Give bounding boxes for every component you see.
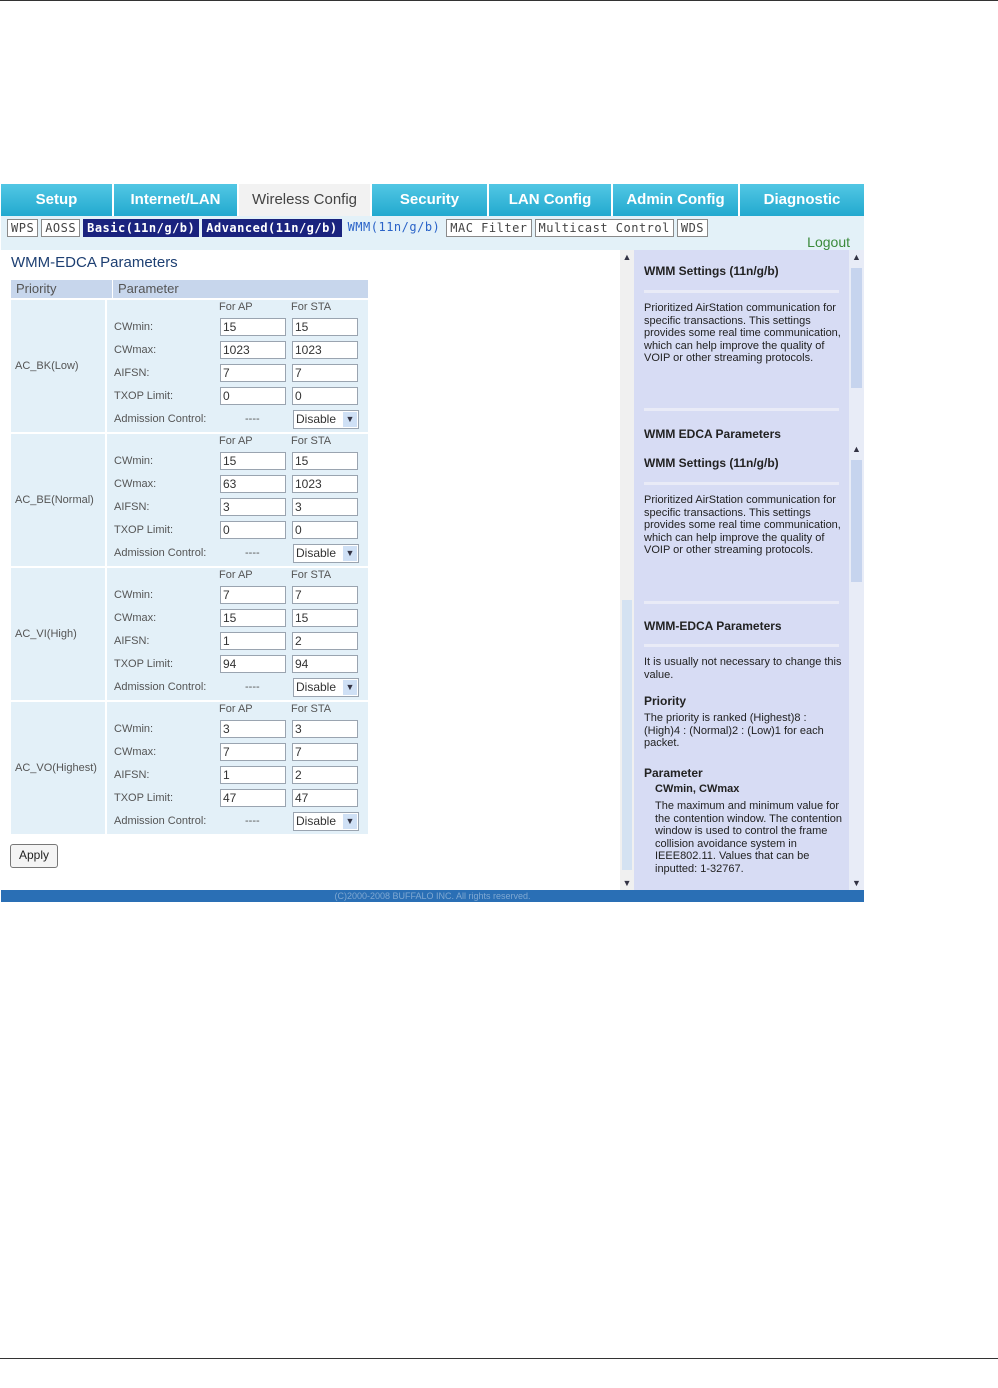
for-sta-label: For STA: [291, 435, 332, 447]
help-heading: WMM Settings (11n/g/b): [644, 264, 779, 278]
param-label: AIFSN:: [114, 367, 150, 379]
page-title: WMM-EDCA Parameters: [11, 254, 178, 271]
cwmin-sta-input[interactable]: 15: [292, 452, 358, 470]
tab-diagnostic[interactable]: Diagnostic: [740, 184, 864, 216]
help-text: Prioritized AirStation communication for specific transactions. This settings provides some real time communication, which can help improve the quality of VOIP or other streaming protocols.: [644, 494, 841, 556]
subtab-mac-filter[interactable]: MAC Filter: [446, 219, 531, 237]
help-divider: [644, 601, 839, 604]
cwmin-ap-input[interactable]: 15: [220, 318, 286, 336]
content-area: [1, 250, 617, 890]
table-header: [11, 280, 368, 298]
wmm-edca-table: [11, 280, 368, 834]
priority-group: [11, 702, 368, 834]
admission-ap-placeholder: ----: [245, 547, 260, 559]
help-text: The priority is ranked (Highest)8 : (High)4 : (Normal)2 : (Low)1 for each packet.: [644, 712, 824, 749]
aifsn-sta-input[interactable]: 2: [292, 632, 358, 650]
priority-name: AC_BK(Low): [11, 300, 107, 432]
admission-ap-placeholder: ----: [245, 681, 260, 693]
chevron-down-icon[interactable]: ▼: [343, 412, 357, 427]
param-label: CWmax:: [114, 612, 157, 624]
priority-name: AC_VO(Highest): [11, 702, 107, 834]
tab-setup[interactable]: Setup: [1, 184, 114, 216]
top-rule: [0, 0, 998, 1]
param-label: AIFSN:: [114, 635, 150, 647]
for-sta-label: For STA: [291, 703, 332, 715]
txop-ap-input[interactable]: 0: [220, 521, 286, 539]
param-label: CWmax:: [114, 344, 157, 356]
txop-ap-input[interactable]: 47: [220, 789, 286, 807]
tab-security[interactable]: Security: [372, 184, 489, 216]
help-text: It is usually not necessary to change this value.: [644, 656, 842, 681]
cwmax-sta-input[interactable]: 1023: [292, 341, 358, 359]
priority-name: AC_BE(Normal): [11, 434, 107, 566]
help-heading: Parameter: [644, 766, 703, 780]
admission-control-value: Disable: [296, 546, 337, 560]
admission-control-value: Disable: [296, 412, 337, 426]
param-label: CWmin:: [114, 589, 154, 601]
subtab-advanced[interactable]: Advanced(11n/g/b): [202, 219, 341, 237]
cwmax-sta-input[interactable]: 7: [292, 743, 358, 761]
help-text: Prioritized AirStation communication for specific transactions. This settings provides some real time communication, which can help improve the quality of VOIP or other streaming protocols.: [644, 302, 841, 364]
subtab-wps[interactable]: WPS: [7, 219, 38, 237]
admission-ap-placeholder: ----: [245, 815, 260, 827]
help-subheading: CWmin, CWmax: [655, 783, 740, 795]
aifsn-sta-input[interactable]: 3: [292, 498, 358, 516]
cwmax-ap-input[interactable]: 1023: [220, 341, 286, 359]
apply-button[interactable]: Apply: [10, 844, 58, 868]
aifsn-sta-input[interactable]: 7: [292, 364, 358, 382]
priority-group: [11, 568, 368, 700]
help-scrollbar[interactable]: [849, 250, 864, 890]
subtab-basic[interactable]: Basic(11n/g/b): [83, 219, 199, 237]
help-heading: WMM-EDCA Parameters: [644, 619, 782, 633]
param-label: TXOP Limit:: [114, 524, 174, 536]
param-label: Admission Control:: [114, 547, 207, 559]
help-heading: Priority: [644, 694, 687, 708]
priority-group: [11, 300, 368, 432]
param-label: Admission Control:: [114, 681, 207, 693]
priority-name: AC_VI(High): [11, 568, 107, 700]
tab-admin-config[interactable]: Admin Config: [613, 184, 740, 216]
aifsn-ap-input[interactable]: 7: [220, 364, 286, 382]
cwmax-ap-input[interactable]: 7: [220, 743, 286, 761]
scroll-up-icon[interactable]: ▲: [852, 444, 861, 454]
tab-internet-lan[interactable]: Internet/LAN: [114, 184, 239, 216]
admission-control-select[interactable]: [293, 410, 359, 429]
param-label: CWmin:: [114, 723, 154, 735]
for-ap-label: For AP: [219, 569, 253, 581]
help-text: The maximum and minimum value for the contention window. The contention window is used to control the frame collision avoidance system in IEEE802.11. Values that can be inputted: 1-32767.: [655, 800, 842, 875]
scroll-up-icon[interactable]: ▲: [622, 252, 632, 262]
tab-lan-config[interactable]: LAN Config: [489, 184, 613, 216]
chevron-down-icon[interactable]: ▼: [343, 814, 357, 829]
cwmin-ap-input[interactable]: 7: [220, 586, 286, 604]
admission-control-value: Disable: [296, 814, 337, 828]
param-label: TXOP Limit:: [114, 390, 174, 402]
admission-control-select[interactable]: [293, 812, 359, 831]
chevron-down-icon[interactable]: ▼: [343, 546, 357, 561]
scrollbar-thumb[interactable]: [851, 460, 862, 582]
param-label: AIFSN:: [114, 501, 150, 513]
for-ap-label: For AP: [219, 435, 253, 447]
for-sta-label: For STA: [291, 569, 332, 581]
param-label: Admission Control:: [114, 413, 207, 425]
cwmin-sta-input[interactable]: 7: [292, 586, 358, 604]
cwmax-sta-input[interactable]: 15: [292, 609, 358, 627]
main-nav: [1, 184, 864, 216]
router-config-frame: [1, 184, 864, 902]
admission-control-value: Disable: [296, 680, 337, 694]
admission-ap-placeholder: ----: [245, 413, 260, 425]
scrollbar-thumb[interactable]: [622, 600, 632, 870]
for-ap-label: For AP: [219, 301, 253, 313]
scroll-up-icon[interactable]: ▲: [852, 252, 861, 262]
param-label: CWmax:: [114, 746, 157, 758]
txop-sta-input[interactable]: 0: [292, 387, 358, 405]
admission-control-select[interactable]: [293, 544, 359, 563]
aifsn-ap-input[interactable]: 1: [220, 766, 286, 784]
aifsn-sta-input[interactable]: 2: [292, 766, 358, 784]
param-label: CWmin:: [114, 321, 154, 333]
cwmin-sta-input[interactable]: 3: [292, 720, 358, 738]
subtab-multicast-control[interactable]: Multicast Control: [535, 219, 674, 237]
cwmax-ap-input[interactable]: 63: [220, 475, 286, 493]
help-heading: WMM EDCA Parameters: [644, 427, 781, 441]
param-label: CWmin:: [114, 455, 154, 467]
aifsn-ap-input[interactable]: 1: [220, 632, 286, 650]
txop-sta-input[interactable]: 94: [292, 655, 358, 673]
cwmax-ap-input[interactable]: 15: [220, 609, 286, 627]
footer-copyright: (C)2000-2008 BUFFALO INC. All rights reserved.: [1, 890, 864, 902]
cwmax-sta-input[interactable]: 1023: [292, 475, 358, 493]
param-label: Admission Control:: [114, 815, 207, 827]
subtab-wmm[interactable]: WMM(11n/g/b): [347, 220, 441, 234]
txop-sta-input[interactable]: 0: [292, 521, 358, 539]
cwmin-ap-input[interactable]: 15: [220, 452, 286, 470]
cwmin-sta-input[interactable]: 15: [292, 318, 358, 336]
txop-ap-input[interactable]: 94: [220, 655, 286, 673]
help-divider: [644, 290, 839, 293]
scroll-down-icon[interactable]: ▼: [852, 878, 861, 888]
for-ap-label: For AP: [219, 703, 253, 715]
cwmin-ap-input[interactable]: 3: [220, 720, 286, 738]
help-divider: [644, 408, 839, 411]
help-heading: WMM Settings (11n/g/b): [644, 456, 779, 470]
txop-ap-input[interactable]: 0: [220, 387, 286, 405]
parameter-column-header: Parameter: [118, 281, 179, 296]
priority-column-header: Priority: [11, 280, 113, 298]
subtab-aoss[interactable]: AOSS: [41, 219, 80, 237]
param-label: TXOP Limit:: [114, 658, 174, 670]
sub-nav: [1, 216, 864, 250]
for-sta-label: For STA: [291, 301, 332, 313]
priority-group: [11, 434, 368, 566]
param-label: AIFSN:: [114, 769, 150, 781]
chevron-down-icon[interactable]: ▼: [343, 680, 357, 695]
bottom-rule: [0, 1358, 998, 1359]
help-divider: [644, 644, 839, 647]
scroll-down-icon[interactable]: ▼: [622, 878, 632, 888]
admission-control-select[interactable]: [293, 678, 359, 697]
txop-sta-input[interactable]: 47: [292, 789, 358, 807]
help-divider: [644, 482, 839, 485]
param-label: TXOP Limit:: [114, 792, 174, 804]
scrollbar-thumb[interactable]: [851, 268, 862, 388]
aifsn-ap-input[interactable]: 3: [220, 498, 286, 516]
logout-link[interactable]: Logout: [807, 234, 850, 250]
content-scrollbar[interactable]: [620, 250, 634, 890]
subtab-wds[interactable]: WDS: [677, 219, 708, 237]
param-label: CWmax:: [114, 478, 157, 490]
tab-wireless-config[interactable]: Wireless Config: [239, 184, 372, 216]
help-panel: [634, 250, 849, 890]
